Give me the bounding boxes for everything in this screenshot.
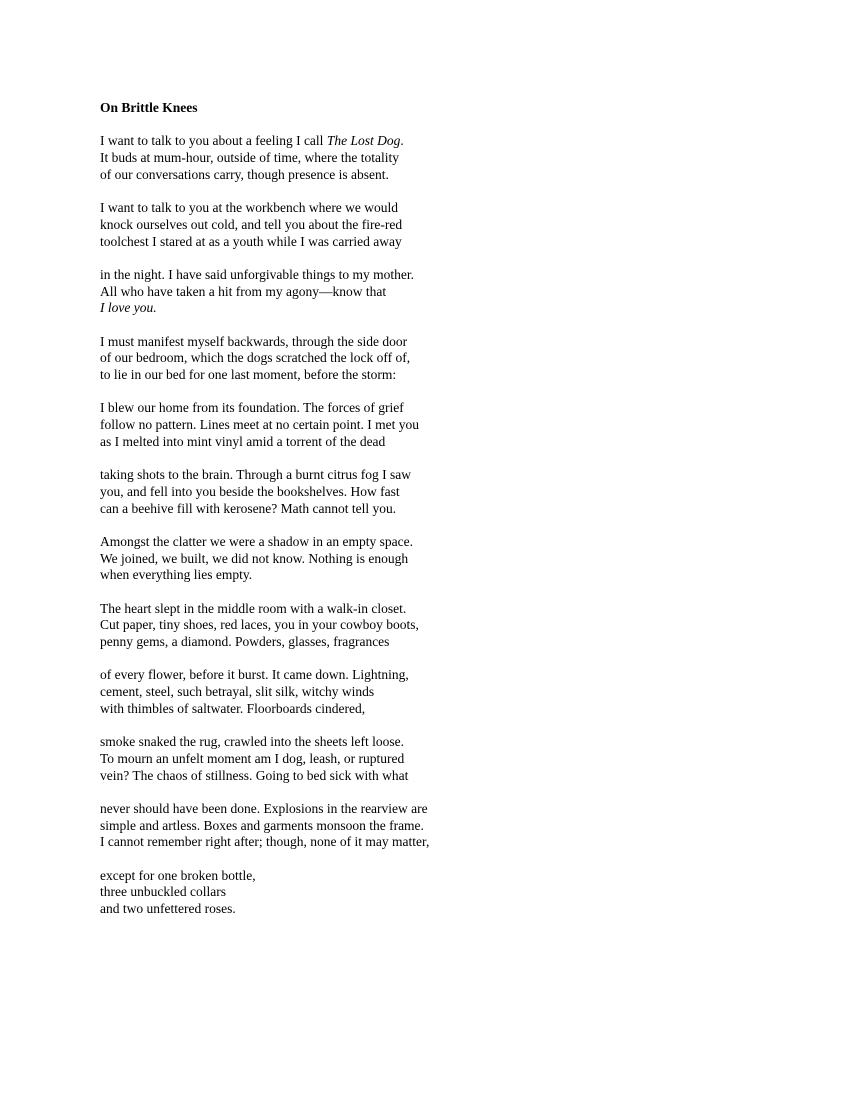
poem-line (100, 133, 800, 150)
stanza (100, 667, 800, 717)
poem-line: The heart slept in the middle room with a walk-in closet. (100, 600, 407, 616)
poem-line-italic: I love you. (100, 300, 157, 316)
poem-title: On Brittle Knees (100, 100, 198, 115)
poem-line: three unbuckled collars (100, 884, 226, 900)
poem-line: I must manifest myself backwards, through the side door (100, 333, 408, 349)
poem-line: as I melted into mint vinyl amid a torrent of the dead (100, 433, 386, 449)
poem-line: you, and fell into you beside the bookshelves. How fast (100, 483, 400, 499)
poem-line: I cannot remember right after; though, none of it may matter, (100, 834, 430, 850)
poem-line: with thimbles of saltwater. Floorboards cindered, (100, 700, 366, 716)
poem-line: toolchest I stared at as a youth while I was carried away (100, 233, 402, 249)
poem-line: and two unfettered roses. (100, 901, 236, 916)
poem-line: follow no pattern. Lines meet at no certain point. I met you (100, 417, 420, 433)
stanza (100, 601, 800, 651)
poem-line: vein? The chaos of stillness. Going to bed sick with what (100, 767, 409, 783)
poem-line: I blew our home from its foundation. The forces of grief (100, 400, 404, 416)
stanza (100, 868, 800, 918)
stanza (100, 467, 800, 517)
poem-line: I want to talk to you at the workbench where we would (100, 200, 399, 216)
poem-line: To mourn an unfelt moment am I dog, leash, or ruptured (100, 750, 405, 766)
stanza (100, 334, 800, 384)
poem-line: can a beehive fill with kerosene? Math cannot tell you. (100, 500, 397, 516)
stanza (100, 734, 800, 784)
poem-line: of every flower, before it burst. It came down. Lightning, (100, 667, 409, 683)
poem-line: penny gems, a diamond. Powders, glasses, fragrances (100, 634, 390, 649)
stanza (100, 400, 800, 450)
stanza (100, 267, 800, 317)
poem-line: never should have been done. Explosions in the rearview are (100, 800, 428, 816)
stanza (100, 534, 800, 584)
poem-line: taking shots to the brain. Through a burnt citrus fog I saw (100, 467, 411, 483)
poem-line: in the night. I have said unforgivable things to my mother. (100, 266, 414, 282)
stanza (100, 133, 800, 183)
poem-line: knock ourselves out cold, and tell you about the fire-red (100, 216, 403, 232)
poem-line: We joined, we built, we did not know. Nothing is enough (100, 550, 409, 566)
line-text: I want to talk to you about a feeling I call (100, 133, 327, 149)
line-text-italic: The Lost Dog (326, 133, 401, 149)
stanza (100, 801, 800, 851)
poem-line: of our conversations carry, though presence is absent. (100, 166, 389, 182)
poem-line: except for one broken bottle, (100, 867, 256, 883)
poem-line: Cut paper, tiny shoes, red laces, you in your cowboy boots, (100, 617, 419, 633)
poem (100, 100, 800, 934)
poem-line: Amongst the clatter we were a shadow in an empty space. (100, 533, 414, 549)
poem-line: cement, steel, such betrayal, slit silk, witchy winds (100, 684, 375, 700)
poem-line: when everything lies empty. (100, 567, 253, 583)
poem-line: It buds at mum-hour, outside of time, where the totality (100, 150, 400, 166)
poem-line: to lie in our bed for one last moment, before the storm: (100, 367, 397, 382)
line-text: . (400, 133, 404, 149)
poem-line: of our bedroom, which the dogs scratched the lock off of, (100, 350, 411, 366)
poem-line: smoke snaked the rug, crawled into the sheets left loose. (100, 734, 405, 750)
poem-line: All who have taken a hit from my agony—know that (100, 283, 387, 299)
poem-line: simple and artless. Boxes and garments monsoon the frame. (100, 817, 424, 833)
stanza (100, 200, 800, 250)
